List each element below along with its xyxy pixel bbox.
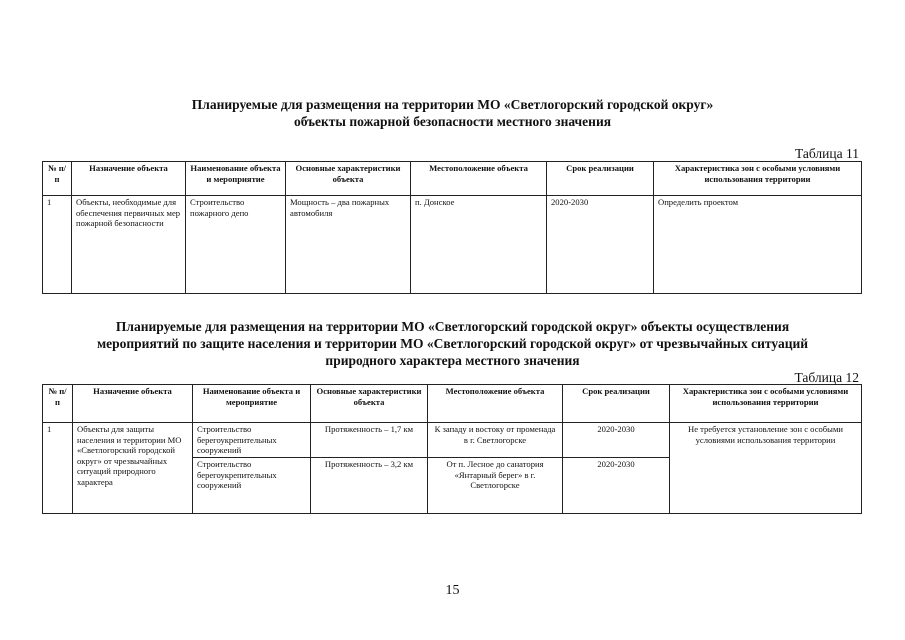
cell-zones: Не требуется установление зон с особыми условиями использования территории — [670, 423, 862, 514]
table12-title-line3: природного характера местного значения — [325, 353, 580, 368]
cell-num: 1 — [43, 423, 73, 514]
cell-zones: Определить проектом — [654, 196, 862, 294]
table-row — [43, 196, 862, 294]
header-term: Срок реализации — [563, 385, 670, 423]
table11-caption: Таблица 11 — [795, 146, 859, 161]
table12 — [42, 384, 862, 514]
cell-purpose: Объекты, необходимые для обеспечения первичных мер пожарной безопасности — [72, 196, 186, 294]
header-num: № п/п — [43, 162, 72, 196]
header-characteristics: Основные характеристики объекта — [286, 162, 411, 196]
cell-name: Строительство берегоукрепительных сооружений — [193, 458, 311, 514]
header-num: № п/п — [43, 385, 73, 423]
table11 — [42, 161, 862, 294]
table12-header-row — [43, 385, 862, 423]
header-location: Местоположение объекта — [428, 385, 563, 423]
header-purpose: Назначение объекта — [72, 162, 186, 196]
header-zones: Характеристика зон с особыми условиями использования территории — [654, 162, 862, 196]
cell-location: п. Донское — [411, 196, 547, 294]
cell-name: Строительство берегоукрепительных сооружений — [193, 423, 311, 458]
table12-title — [40, 318, 865, 369]
cell-characteristics: Протяженность – 1,7 км — [311, 423, 428, 458]
cell-location: К западу и востоку от променада в г. Светлогорске — [428, 423, 563, 458]
table11-title — [40, 96, 865, 130]
cell-term: 2020-2030 — [547, 196, 654, 294]
header-term: Срок реализации — [547, 162, 654, 196]
table11-header-row — [43, 162, 862, 196]
table-row — [43, 423, 862, 458]
cell-num: 1 — [43, 196, 72, 294]
header-name: Наименование объекта и мероприятие — [186, 162, 286, 196]
header-characteristics: Основные характеристики объекта — [311, 385, 428, 423]
page-number: 15 — [445, 583, 460, 598]
header-zones: Характеристика зон с особыми условиями использования территории — [670, 385, 862, 423]
table11-title-line1: Планируемые для размещения на территории МО «Светлогорский городской округ» — [191, 97, 714, 112]
header-purpose: Назначение объекта — [73, 385, 193, 423]
cell-location: От п. Лесное до санатория «Янтарный берег» в г. Светлогорске — [428, 458, 563, 514]
cell-characteristics: Мощность – два пожарных автомобиля — [286, 196, 411, 294]
cell-name: Строительство пожарного депо — [186, 196, 286, 294]
table12-title-line2: мероприятий по защите населения и территории МО «Светлогорский городской округ» от чрезвычайных ситуаций — [96, 336, 809, 351]
table12-caption: Таблица 12 — [794, 370, 859, 385]
table12-title-line1: Планируемые для размещения на территории МО «Светлогорский городской округ» объекты осуществления — [115, 319, 790, 334]
cell-term: 2020-2030 — [563, 458, 670, 514]
cell-purpose: Объекты для защиты населения и территории МО «Светлогорский городской округ» от чрезвычайных ситуаций природного характера — [73, 423, 193, 514]
header-name: Наименование объекта и мероприятие — [193, 385, 311, 423]
cell-characteristics: Протяженность – 3,2 км — [311, 458, 428, 514]
table11-title-line2: объекты пожарной безопасности местного значения — [293, 114, 612, 129]
header-location: Местоположение объекта — [411, 162, 547, 196]
cell-term: 2020-2030 — [563, 423, 670, 458]
